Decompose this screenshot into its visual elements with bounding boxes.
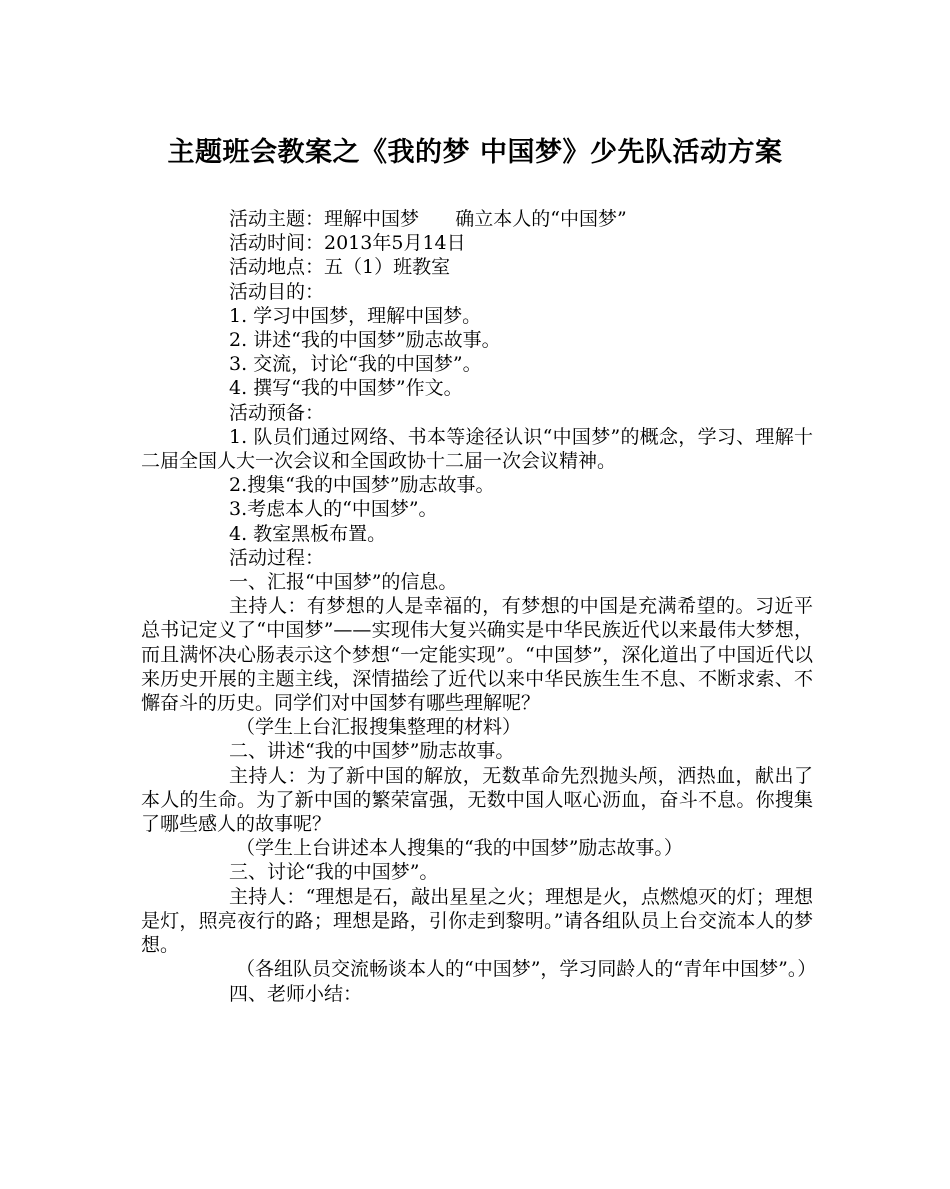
section-heading: 一、汇报“中国梦”的信息。 [229,571,458,594]
activity-purpose-heading: 活动目的： [229,280,325,303]
activity-preparation-heading: 活动预备： [229,401,325,424]
stage-note: （各组队员交流畅谈本人的“中国梦”，学习同龄人的“青年中国梦”。） [236,958,817,981]
purpose-item: 3. 交流，讨论“我的中国梦”。 [229,353,482,376]
section-heading: 四、老师小结： [229,982,363,1005]
activity-time: 活动时间：2013年5月14日 [229,232,466,255]
stage-note: （学生上台讲述本人搜集的“我的中国梦”励志故事。） [236,837,683,860]
preparation-item: 2.搜集“我的中国梦”励志故事。 [229,474,495,497]
preparation-item: 3.考虑本人的“中国梦”。 [229,498,438,521]
purpose-item: 1. 学习中国梦，理解中国梦。 [229,304,482,327]
section-heading: 三、讨论“我的中国梦”。 [229,861,439,884]
purpose-item: 4. 撰写“我的中国梦”作文。 [229,377,463,400]
section-heading: 二、讲述“我的中国梦”励志故事。 [229,740,515,763]
activity-location: 活动地点：五（1）班教室 [229,256,451,279]
document-body [141,207,817,1006]
activity-theme: 活动主题：理解中国梦 确立本人的“中国梦” [229,208,627,230]
host-speech: 主持人：“理想是石，敲出星星之火；理想是火，点燃熄灭的灯；理想是灯，照亮夜行的路；理想是路，引你走到黎明。”请各组队员上台交流本人的梦想。 [141,885,813,957]
purpose-item: 2. 讲述“我的中国梦”励志故事。 [229,329,501,352]
preparation-item: 4. 教室黑板布置。 [229,522,387,545]
host-speech: 主持人：有梦想的人是幸福的，有梦想的中国是充满希望的。习近平总书记定义了“中国梦”——实现伟大复兴确实是中华民族近代以来最伟大梦想，而且满怀决心肠表示这个梦想“一定能实现”。“中国梦”，深化道出了中国近代以来历史开展的主题主线，深情描绘了近代以来中华民族生生不息、不断求索、不懈奋斗的历史。同学们对中国梦有哪些理解呢？ [141,595,813,715]
activity-process-heading: 活动过程： [229,546,325,569]
preparation-item: 1. 队员们通过网络、书本等途径认识“中国梦”的概念，学习、理解十二届全国人大一次会议和全国政协十二届一次会议精神。 [141,425,813,473]
document-title: 主题班会教案之《我的梦 中国梦》少先队活动方案 [167,137,783,168]
host-speech: 主持人：为了新中国的解放，无数革命先烈抛头颅，洒热血，献出了本人的生命。为了新中国的繁荣富强，无数中国人呕心沥血，奋斗不息。你搜集了哪些感人的故事呢？ [141,764,813,836]
stage-note: （学生上台汇报搜集整理的材料） [236,716,522,739]
